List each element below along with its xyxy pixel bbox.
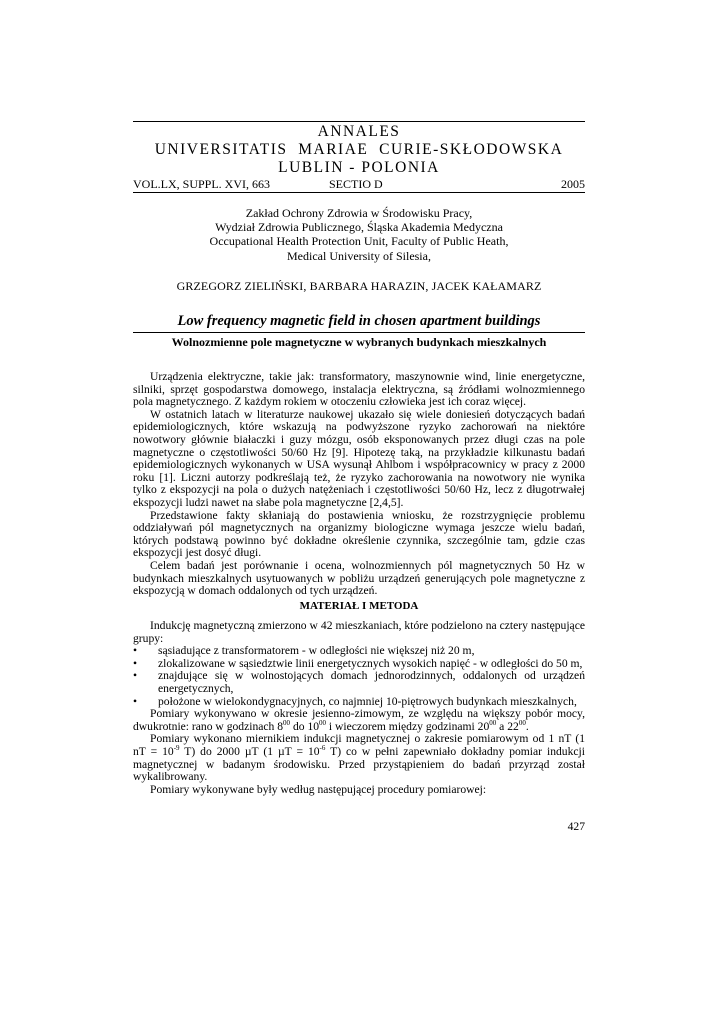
list-item-text: sąsiadujące z transformatorem - w odległości nie większej niż 20 m, [158,644,475,658]
methods-paragraph: Pomiary wykonywane były według następującej procedury pomiarowej: [150,782,487,796]
section-info: SECTIO D [329,177,383,191]
text-run: T) do 2000 µT (1 µT = 10 [179,744,320,758]
superscript: 00 [518,718,526,727]
text-run: Pomiary wykonano miernikiem indukcji magnetycznej o zakresie pomiarowym od 1 nT (1 nT = 10 [133,732,585,758]
journal-header [133,121,585,177]
list-item-text: położone w wielokondygnacyjnych, co najmniej 10-piętrowych budynkach mieszkalnych, [158,694,577,708]
list-item-text: zlokalizowane w sąsiedztwie linii energetycznych wysokich napięć - w odległości do 50 m, [158,656,583,670]
bullet-icon: • [133,644,138,658]
text-run: i wieczorem między godzinami 20 [326,719,490,733]
methods-section [133,620,585,796]
intro-paragraph: Urządzenia elektryczne, takie jak: transformatory, maszynownie wind, linie energetyczne, silniki, sprzęt gospodarstwa domowego, instalacja elektryczna, są źródłami wolnozmiennego pola magnetycznego. Z każdym rokiem w otoczeniu człowieka jest ich coraz więcej. [133,370,585,409]
text-run: T) co w pełni zapewniało dokładny pomiar indukcji magnetycznej w badanym środowisku. Przed przystąpieniem do badań przyrząd został wykalibrowany. [133,744,585,784]
title-english: Low frequency magnetic field in chosen apartment buildings [177,313,541,329]
bullet-icon: • [133,694,138,708]
superscript: -9 [173,743,180,752]
volume-info: VOL.LX, SUPPL. XVI, 663 [133,177,271,191]
author-list: GRZEGORZ ZIELIŃSKI, BARBARA HARAZIN, JACEK KAŁAMARZ [176,279,542,293]
list-item-text: znajdujące się w wolnostojących domach jednorodzinnych, oddalonych od urządzeń energetycznych, [158,669,585,695]
journal-name-line2: UNIVERSITATIS MARIAE CURIE-SKŁODOWSKA [154,141,564,158]
header-bottom-rule [133,192,585,193]
affiliation-line: Wydział Zdrowia Publicznego, Śląska Akademia Medyczna [215,220,503,235]
text-run: a 22 [496,719,519,733]
superscript: -6 [319,743,326,752]
text-run: . [525,719,529,733]
text-run: do 10 [290,719,320,733]
title-rule [133,332,585,333]
bullet-icon: • [133,669,138,683]
year-info: 2005 [561,177,585,191]
page-number: 427 [567,820,585,833]
text-run: Pomiary wykonywano w okresie jesienno-zimowym, ze względu na większy pobór mocy, dwukrotnie: rano w godzinach 8 [133,707,585,733]
superscript: 00 [283,718,291,727]
introduction-section [133,371,585,598]
intro-paragraph: W ostatnich latach w literaturze naukowej ukazało się wiele doniesień dotyczących badań epidemiologicznych, które wskazują na podwyższone ryzyko zachorowań na niektóre nowotwory głównie białaczki i guzy mózgu, osób eksponowanych przez długi czas na pole magnetyczne o częstotliwości 50/60 Hz [9]. Hipotezę taką, na przykładzie kilkunastu badań epidemiologicznych wykonanych w USA wysunął Ahlbom i współpracownicy w pracy z 2000 roku [1]. Liczni autorzy podkreślają też, że ryzyko zachorowania na nowotwory nie wynika tylko z ekspozycji na pola o dużych natężeniach i częstotliwości 50/60 Hz, lecz z długotrwałej ekspozycji ludzi nawet na słabe pola magnetyczne [2,4,5]. [133,407,585,509]
bullet-icon: • [133,656,138,670]
list-item [133,696,585,709]
affiliation-line: Zakład Ochrony Zdrowia w Środowisku Pracy, [245,206,473,220]
journal-name-line3: LUBLIN - POLONIA [278,159,440,176]
affiliation-line: Medical University of Silesia, [287,248,431,263]
list-item [133,670,585,695]
title-polish: Wolnozmienne pole magnetyczne w wybranych budynkach mieszkalnych [171,335,547,349]
methods-paragraph: Indukcję magnetyczną zmierzono w 42 mieszkaniach, które podzielono na cztery następujące grupy: [133,619,585,645]
journal-name-line1: ANNALES [317,123,401,140]
methods-paragraph [133,708,585,733]
intro-paragraph: Celem badań jest porównanie i ocena, wolnozmiennych pól magnetycznych 50 Hz w budynkach mieszkalnych usytuowanych w pobliżu urządzeń generujących pole magnetyczne z ekspozycją w domach oddalonych od tych urządzeń. [133,558,585,598]
superscript: 00 [489,718,497,727]
group-list [133,645,585,708]
superscript: 00 [319,718,327,727]
methods-paragraph [133,733,585,783]
affiliation-block [133,206,585,263]
affiliation-line: Occupational Health Protection Unit, Faculty of Public Heath, [209,234,509,249]
section-heading-methods: MATERIAŁ I METODA [299,600,419,612]
intro-paragraph: Przedstawione fakty skłaniają do postawienia wniosku, że rozstrzygnięcie problemu oddziaływań pól magnetycznych na organizmy biologiczne wymaga jeszcze wielu badań, których podstawą powinno być dokładne określenie czynnika, szczególnie tam, gdzie czas ekspozycji jest dosyć długi. [133,508,585,560]
